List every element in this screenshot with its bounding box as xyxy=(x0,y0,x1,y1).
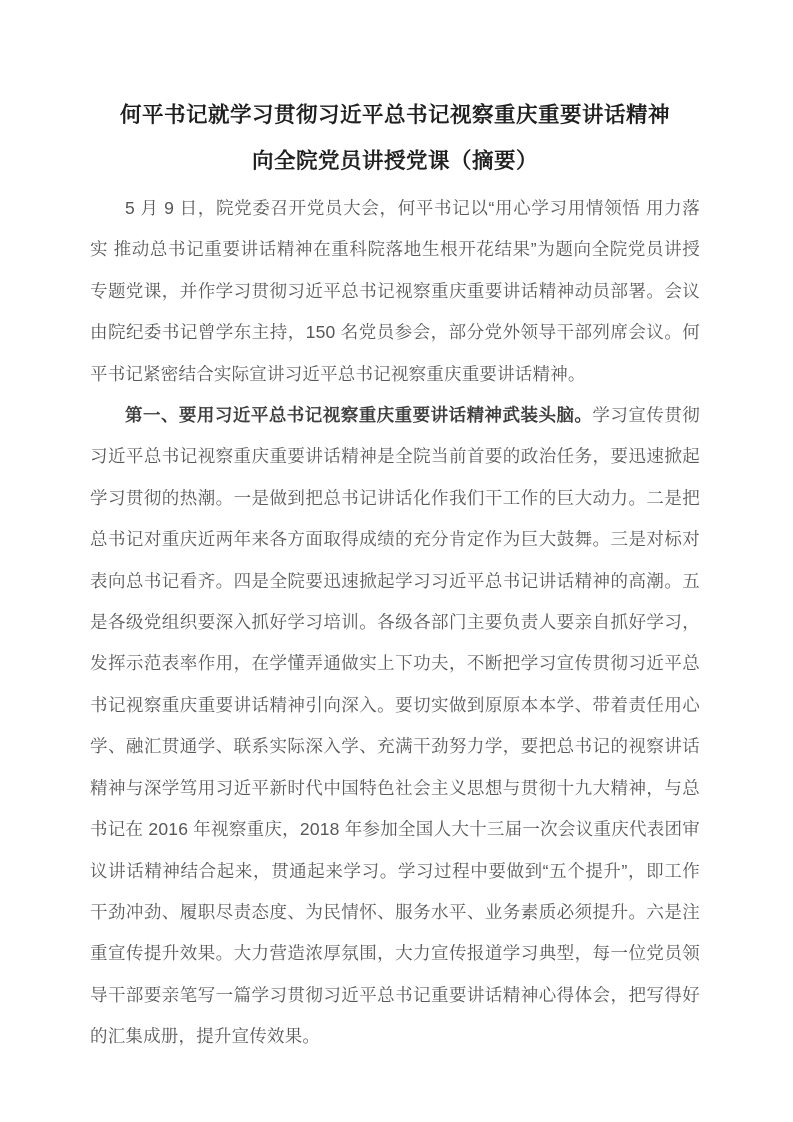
document-title-line-1: 何平书记就学习贯彻习近平总书记视察重庆重要讲话精神 xyxy=(119,103,670,127)
paragraph-intro xyxy=(90,188,700,395)
paragraph-intro-text: 5 月 9 日，院党委召开党员大会，何平书记以“用心学习用情领悟 用力落实 推动总书记重要讲话精神在重科院落地生根开花结果”为题向全院党员讲授专题党课，并作学习贯彻习近平总书记视察重庆重要讲话精神动员部署。会议由院纪委书记曾学东主持，150 名党员参会，部分党外领导干部列席会议。何平书记紧密结合实际宣讲习近平总书记视察重庆重要讲话精神。 xyxy=(90,198,700,384)
document-title-line-2: 向全院党员讲授党课（摘要） xyxy=(251,149,538,173)
document-title xyxy=(90,92,700,184)
paragraph-first-point-text: 学习宣传贯彻习近平总书记视察重庆重要讲话精神是全院当前首要的政治任务，要迅速掀起学习贯彻的热潮。一是做到把总书记讲话化作我们干工作的巨大动力。二是把总书记对重庆近两年来各方面取得成绩的充分肯定作为巨大鼓舞。三是对标对表向总书记看齐。四是全院要迅速掀起学习习近平总书记讲话精神的高潮。五是各级党组织要深入抓好学习培训。各级各部门主要负责人要亲自抓好学习，发挥示范表率作用，在学懂弄通做实上下功夫，不断把学习宣传贯彻习近平总书记视察重庆重要讲话精神引向深入。要切实做到原原本本学、带着责任用心学、融汇贯通学、联系实际深入学、充满干劲努力学，要把总书记的视察讲话精神与深学笃用习近平新时代中国特色社会主义思想与贯彻十九大精神，与总书记在 2016 年视察重庆，2018 年参加全国人大十三届一次会议重庆代表团审议讲话精神结合起来，贯通起来学习。学习过程中要做到“五个提升”，即工作干劲冲劲、履职尽责态度、为民情怀、服务水平、业务素质必须提升。六是注重宣传提升效果。大力营造浓厚氛围，大力宣传报道学习典型，每一位党员领导干部要亲笔写一篇学习贯彻习近平总书记重要讲话精神心得体会，把写得好的汇集成册，提升宣传效果。 xyxy=(90,405,700,1047)
paragraph-first-point xyxy=(90,395,700,1058)
paragraph-first-point-lead: 第一、要用习近平总书记视察重庆重要讲话精神武装头脑。 xyxy=(125,405,593,426)
